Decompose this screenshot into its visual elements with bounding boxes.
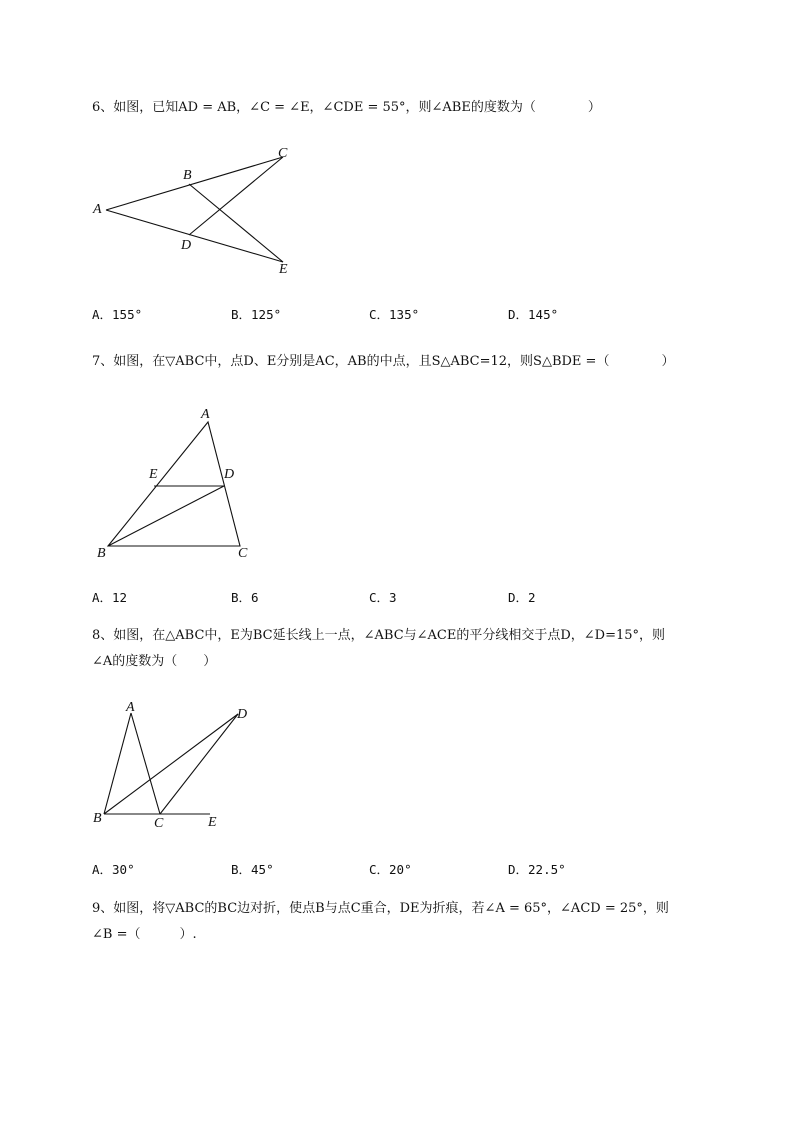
question-9-stem-line2: ∠B =（ ）.	[92, 927, 197, 942]
label-C: C	[278, 146, 288, 161]
label-A: A	[201, 407, 210, 422]
question-6-figure	[88, 140, 318, 280]
label-E: E	[279, 262, 288, 277]
label-B: B	[183, 168, 192, 183]
triangle-ABC	[108, 422, 240, 546]
segment-AC	[131, 713, 160, 814]
question-7-stem: 7、如图，在▽ABC中，点D、E分别是AC，AB的中点，且S△ABC=12，则S△BDE =（ ）	[92, 354, 675, 369]
question-9-stem-line1: 9、如图，将▽ABC的BC边对折，使点B与点C重合，DE为折痕，若∠A = 65°，∠ACD = 25°，则	[92, 901, 669, 916]
q8-option-a: A．30°	[92, 862, 135, 877]
label-A: A	[93, 202, 102, 217]
question-8-figure	[90, 698, 260, 838]
label-E: E	[208, 815, 217, 830]
label-C: C	[238, 546, 248, 561]
label-C: C	[154, 816, 164, 831]
segment-BD	[104, 714, 238, 814]
segment-BD	[108, 486, 224, 546]
q6-option-a: A．155°	[92, 307, 143, 322]
label-D: D	[224, 467, 235, 482]
q7-option-c: C．3	[369, 590, 397, 605]
q6-option-b: B．125°	[231, 307, 282, 322]
segment-AB	[104, 713, 131, 814]
segment-AC	[106, 157, 283, 210]
label-E: E	[149, 467, 158, 482]
label-D: D	[237, 707, 248, 722]
question-8-stem-line1: 8、如图，在△ABC中，E为BC延长线上一点，∠ABC与∠ACE的平分线相交于点D，∠D=15°，则	[92, 628, 666, 643]
question-7-figure	[92, 402, 272, 572]
q6-option-c: C．135°	[369, 307, 420, 322]
q8-option-b: B．45°	[231, 862, 274, 877]
q8-option-d: D．22.5°	[508, 862, 566, 877]
q7-option-a: A．12	[92, 590, 128, 605]
label-D: D	[181, 238, 192, 253]
q7-option-b: B．6	[231, 590, 259, 605]
q8-option-c: C．20°	[369, 862, 412, 877]
label-B: B	[93, 811, 102, 826]
q6-option-d: D．145°	[508, 307, 559, 322]
question-8-stem-line2: ∠A的度数为（ ）	[92, 654, 217, 669]
label-A: A	[126, 700, 135, 715]
question-6-stem: 6、如图，已知AD = AB，∠C = ∠E，∠CDE = 55°，则∠ABE的度数为（ ）	[92, 100, 601, 115]
q7-option-d: D．2	[508, 590, 536, 605]
label-B: B	[97, 546, 106, 561]
segment-AE	[106, 210, 283, 262]
